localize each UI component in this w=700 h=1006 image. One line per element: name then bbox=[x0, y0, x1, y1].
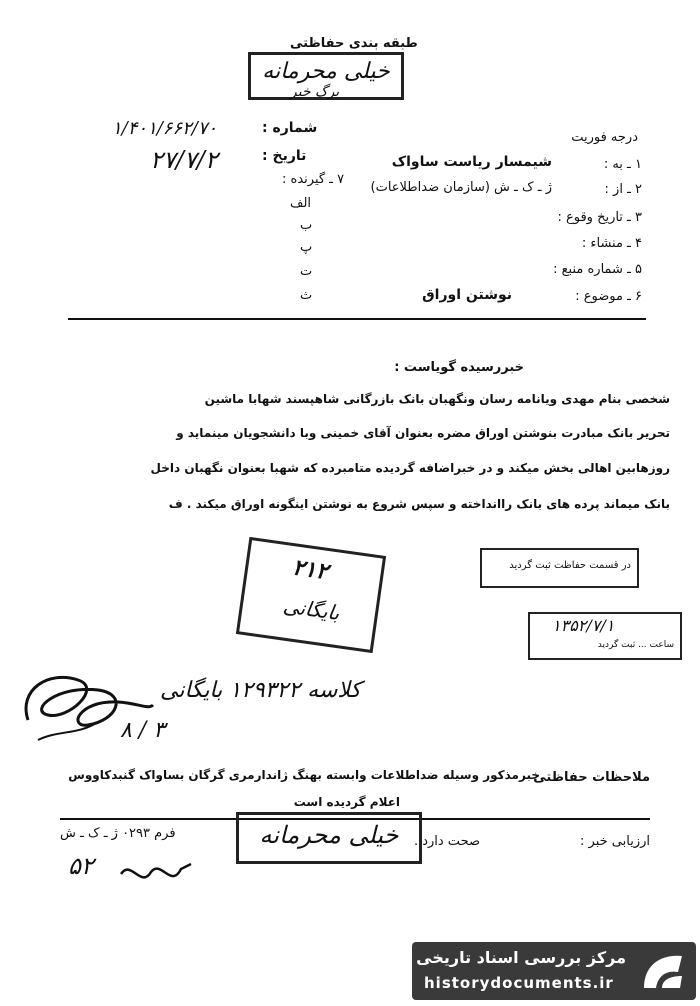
footer-classification-stamp-text: خیلی محرمانه bbox=[259, 821, 399, 849]
body-line: روزهابین اهالی بخش میکند و در خبراضافه گردیده متامبرده که شهبا بعنوان نگهبان داخل bbox=[150, 461, 670, 475]
field-1-label: ۱ ـ به : bbox=[603, 157, 642, 172]
watermark-title: مرکز بررسی اسناد تاریخی bbox=[416, 948, 626, 967]
field-6-label: ۶ ـ موضوع : bbox=[575, 289, 642, 304]
received-stamp-1 bbox=[480, 548, 639, 588]
field-1-value: شیمسار ریاست ساواک bbox=[391, 154, 552, 170]
received-stamp-1-text: در قسمت حفاظت ثبت گردید bbox=[509, 560, 631, 571]
recipient-item: ث bbox=[300, 288, 313, 303]
recipient-item: پ bbox=[300, 240, 313, 255]
remarks-label: ملاحظات حفاظتی bbox=[533, 770, 650, 785]
recipient-item: ب bbox=[300, 218, 313, 233]
field-5-label: ۵ ـ شماره منبع : bbox=[553, 262, 642, 277]
handwritten-annotation-sub: ۸ / ۳ bbox=[120, 718, 166, 743]
number-label: شماره : bbox=[262, 120, 318, 136]
footer-classification-stamp bbox=[236, 812, 422, 864]
body-line: تحریر بانک مبادرت بنوشتن اوراق مضره بعنوان آقای خمینی وبا دانشجویان مینماید و bbox=[176, 426, 670, 440]
form-handwritten: ۵۲ bbox=[68, 852, 94, 880]
field-3-label: ۳ ـ تاریخ وقوع : bbox=[557, 210, 642, 225]
number-value: ۱/۴۰۱/۶۶۲/۷۰ bbox=[112, 118, 218, 139]
evaluation-label: ارزیابی خبر : bbox=[580, 834, 650, 849]
date-value: ۲۷/۷/۲ bbox=[150, 146, 218, 174]
urgency-label: درجه فوریت bbox=[571, 130, 638, 145]
header-divider bbox=[68, 318, 646, 320]
middle-stamp bbox=[236, 537, 386, 653]
remarks-text-line-2: اعلام گردیده است bbox=[293, 795, 400, 809]
evaluation-value: صحت دارد . bbox=[413, 834, 480, 849]
recipients-label: ۷ ـ گیرنده : bbox=[282, 172, 345, 187]
field-2-label: ۲ ـ از : bbox=[604, 182, 642, 197]
field-6-value: نوشتن اوراق bbox=[422, 287, 512, 303]
date-label: تاریخ : bbox=[262, 148, 307, 164]
form-scribble bbox=[116, 854, 196, 894]
handwritten-annotation: کلاسه ۱۲۹۳۲۲ بایگانی bbox=[160, 678, 361, 703]
field-4-label: ۴ ـ منشاء : bbox=[581, 236, 642, 251]
remarks-text-line-1: خبرمذکور وسیله ضداطلاعات وابسته بهنگ ژاندارمری گرگان بساواک گنبدکاووس bbox=[68, 768, 540, 782]
watermark bbox=[412, 942, 696, 1000]
body-intro: خبررسیده گویاست : bbox=[394, 360, 524, 375]
received-stamp-2 bbox=[528, 612, 682, 660]
classification-stamp-text: خیلی محرمانه bbox=[262, 59, 390, 84]
classification-heading: طبقه بندی حفاظتی bbox=[290, 36, 418, 51]
received-stamp-2-text: ساعت ... ثبت گردید bbox=[597, 640, 674, 650]
stamp-subtitle: برگ خبر bbox=[290, 84, 340, 100]
watermark-logo-icon bbox=[640, 950, 686, 992]
recipient-item: ت bbox=[300, 264, 313, 279]
body-line: بانک میماند پرده های بانک راانداخته و سپس شروع به نوشتن اینگونه اوراق میکند . ف bbox=[168, 497, 670, 511]
field-2-value: ژ ـ ک ـ ش (سازمان ضداطلاعات) bbox=[370, 180, 552, 195]
middle-stamp-number: ۲۱۲ bbox=[290, 554, 330, 585]
recipient-item: الف bbox=[290, 196, 312, 211]
body-line: شخصی بنام مهدی ویانامه رسان ونگهبان بانک بازرگانی شاهپسند شهابا ماشین bbox=[204, 392, 670, 406]
received-stamp-2-value: ۱۳۵۲/۷/۱ bbox=[552, 616, 615, 635]
form-label: فرم ۰۲۹۳ ژ ـ ک ـ ش bbox=[60, 826, 176, 841]
middle-stamp-sub: بایگانی bbox=[281, 593, 342, 626]
watermark-url: historydocuments.ir bbox=[424, 974, 614, 992]
form-scribble-stroke bbox=[121, 864, 191, 877]
